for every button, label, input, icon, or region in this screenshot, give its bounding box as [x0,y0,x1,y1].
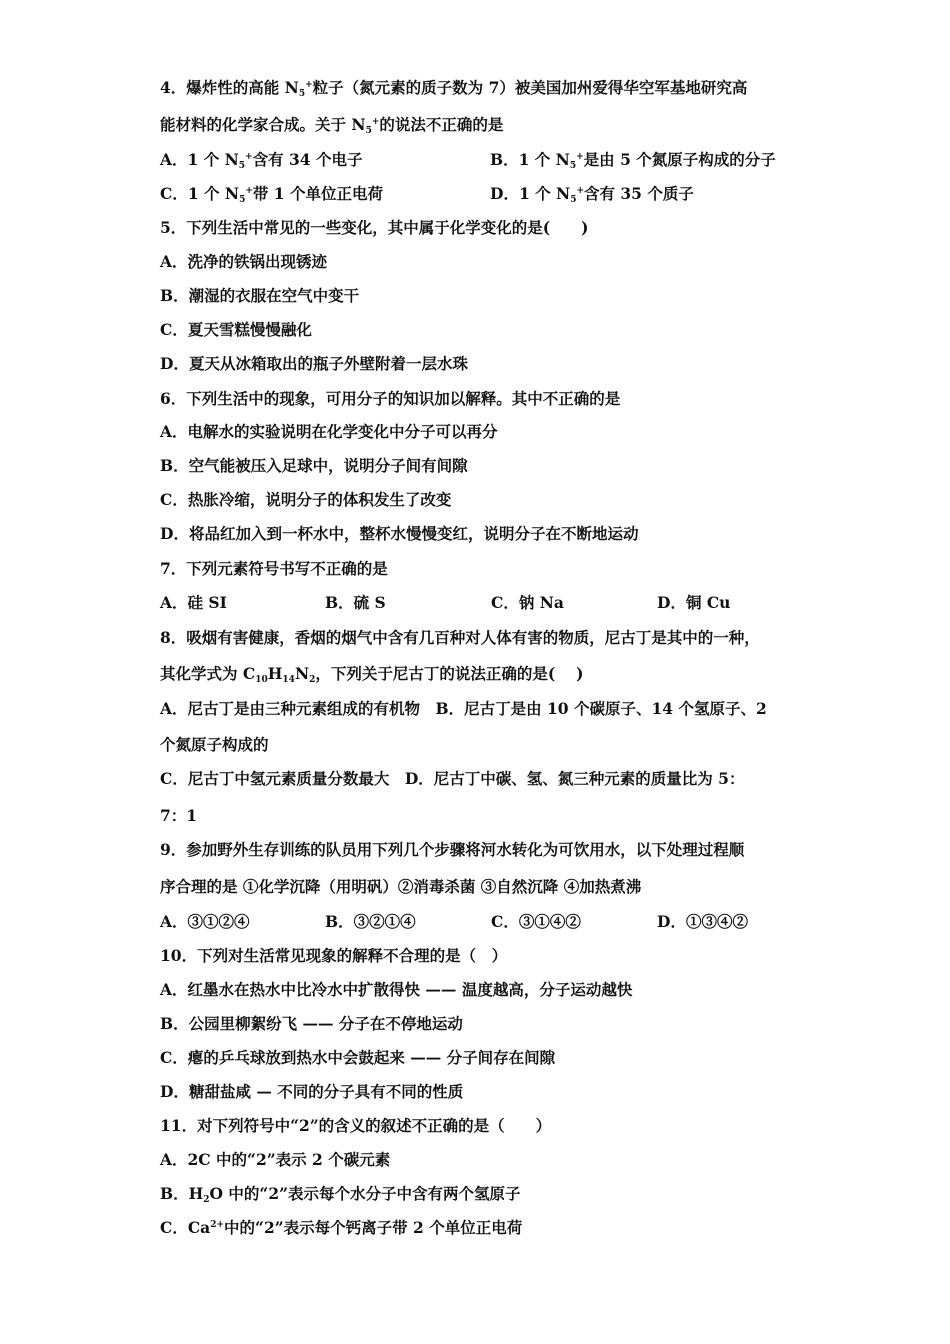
subscript: 5 [238,161,246,171]
superscript: + [245,152,253,162]
q9-option-b: B．③②①④ [325,912,416,931]
q4-option-c [160,184,383,204]
q6-option-c: C．热胀冷缩，说明分子的体积发生了改变 [160,490,452,509]
q8-stem-text: 其化学式为 C [160,664,256,683]
subscript: 2 [309,675,316,685]
q4-stem-line-2 [160,115,503,135]
q7-stem: 7．下列元素符号书写不正确的是 [160,559,388,578]
q11-option-b [160,1184,521,1204]
superscript: 2+ [210,1220,225,1230]
subscript: 5 [569,161,577,171]
subscript: 5 [365,126,372,136]
superscript: + [305,80,313,90]
q11-option-c [160,1218,522,1238]
q8-options-cd-line-2: 7：1 [160,806,198,825]
q4-option-b [490,150,776,170]
formula-element: N [294,664,310,683]
superscript: + [371,117,380,127]
q5-stem: 5．下列生活中常见的一些变化，其中属于化学变化的是( ) [160,218,589,237]
q8-stem-text: ，下列关于尼古丁的说法正确的是( ) [315,664,584,683]
q5-option-a: A．洗净的铁锅出现锈迹 [160,252,328,271]
q7-option-b: B．硫 S [325,593,386,612]
q4-option-d [490,184,694,204]
option-text: C．1 个 N [160,184,240,203]
q10-stem: 10．下列对生活常见现象的解释不合理的是（ ） [160,946,508,965]
option-text: A．1 个 N [160,150,239,169]
q4-stem-text: 粒子（氮元素的质子数为 7）被美国加州爱得华空军基地研究高 [312,78,748,97]
option-text: C．Ca [160,1218,211,1237]
q5-option-c: C．夏天雪糕慢慢融化 [160,320,312,339]
q9-stem-line-1: 9．参加野外生存训练的队员用下列几个步骤将河水转化为可饮用水，以下处理过程顺 [160,840,745,859]
q4-stem-text: 4．爆炸性的高能 N [160,78,299,97]
q5-option-b: B．潮湿的衣服在空气中变干 [160,286,360,305]
q9-option-d: D．①③④② [657,912,748,931]
q8-stem-line-2 [160,664,583,684]
q9-option-a: A．③①②④ [160,912,250,931]
option-text: O 中的“2”表示每个水分子中含有两个氢原子 [209,1184,521,1203]
subscript: 5 [298,89,306,99]
option-text: B．H [160,1184,204,1203]
q6-stem: 6．下列生活中的现象，可用分子的知识加以解释。其中不正确的是 [160,389,621,408]
q4-stem-text: 能材料的化学家合成。关于 N [160,115,366,134]
q10-option-c: C．瘪的乒乓球放到热水中会鼓起来 —— 分子间存在间隙 [160,1048,556,1067]
q9-option-c: C．③①④② [491,912,581,931]
q8-options-ab-line-2: 个氮原子构成的 [160,735,269,754]
q4-stem-text: 的说法不正确的是 [379,115,504,134]
q9-stem-line-2: 序合理的是 ①化学沉降（用明矾）②消毒杀菌 ③自然沉降 ④加热煮沸 [160,877,642,896]
q7-option-d: D．铜 Cu [657,593,731,612]
option-text: D．1 个 N [490,184,571,203]
q6-option-d: D．将品红加入到一杯水中，整杯水慢慢变红，说明分子在不断地运动 [160,524,639,543]
q5-option-d: D．夏天从冰箱取出的瓶子外壁附着一层水珠 [160,354,468,373]
q10-option-a: A．红墨水在热水中比冷水中扩散得快 —— 温度越高，分子运动越快 [160,980,633,999]
q8-stem-line-1: 8．吸烟有害健康，香烟的烟气中含有几百种对人体有害的物质，尼古丁是其中的一种， [160,628,760,647]
q7-option-c: C．钠 Na [491,593,564,612]
subscript: 5 [570,195,577,205]
superscript: + [576,186,584,196]
subscript: 14 [282,675,295,685]
q11-stem: 11．对下列符号中“2”的含义的叙述不正确的是（ ） [160,1116,552,1135]
option-text: 含有 34 个电子 [252,150,363,169]
option-text: 是由 5 个氮原子构成的分子 [583,150,776,169]
q6-option-b: B．空气能被压入足球中，说明分子间有间隙 [160,456,468,475]
q4-option-a [160,150,362,170]
subscript: 10 [255,675,268,685]
q7-option-a: A．硅 SI [160,593,227,612]
option-text: 中的“2”表示每个钙离子带 2 个单位正电荷 [224,1218,523,1237]
q10-option-d: D．糖甜盐咸 — 不同的分子具有不同的性质 [160,1082,464,1101]
subscript: 2 [203,1195,210,1205]
q10-option-b: B．公园里柳絮纷飞 —— 分子在不停地运动 [160,1014,463,1033]
q4-stem-line-1 [160,78,747,98]
q8-options-ab-line-1: A．尼古丁是由三种元素组成的有机物 B．尼古丁是由 10 个碳原子、14 个氢原子、2 [160,699,767,718]
option-text: B．1 个 N [490,150,570,169]
q11-option-a: A．2C 中的“2”表示 2 个碳元素 [160,1150,391,1169]
formula-element: H [267,664,283,683]
option-text: 含有 35 个质子 [584,184,694,203]
superscript: + [576,152,584,162]
q6-option-a: A．电解水的实验说明在化学变化中分子可以再分 [160,422,498,441]
q8-options-cd-line-1: C．尼古丁中氢元素质量分数最大 D．尼古丁中碳、氢、氮三种元素的质量比为 5： [160,769,745,788]
superscript: + [245,186,253,196]
subscript: 5 [239,195,246,205]
option-text: 带 1 个单位正电荷 [252,184,383,203]
